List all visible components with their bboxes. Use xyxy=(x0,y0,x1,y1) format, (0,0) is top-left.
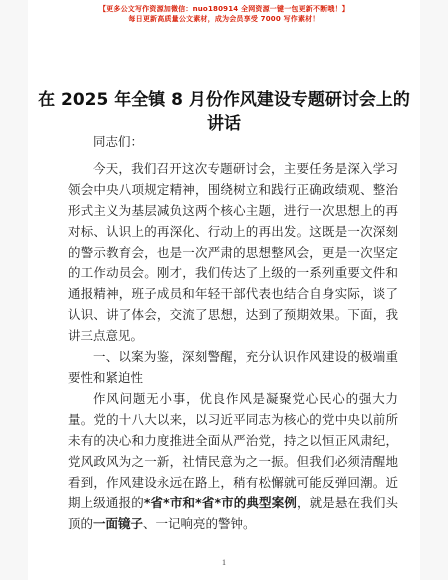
bold-mirror-phrase: 一面镜子 xyxy=(93,516,144,532)
paragraph-text: 、一记响亮的警钟。 xyxy=(143,516,256,532)
document-page xyxy=(28,0,420,580)
bold-case-reference: *省*市和*省*市的典型案例 xyxy=(143,495,297,511)
banner-line-2: 每日更新高质量公文素材，成为会员享受 7000 写作素材！ xyxy=(128,15,320,23)
paragraph-text: ，就是悬在我们头顶的 xyxy=(68,495,398,532)
document-body xyxy=(68,132,398,535)
page-number: 1 xyxy=(222,558,226,567)
paragraph-text: 作风问题无小事，优良作风是凝聚党心民心的强大力量。党的十八大以来，以习近平同志为核心的党中央以前所未有的决心和力度推进全面从严治党，持之以恒正风肃纪，党风政风为之一新，社情民意为之一振。但我们必须清醒地看到，作风建设永远在路上，稍有松懈就可能反弹回潮。近期上级通报的 xyxy=(68,390,398,511)
section-heading-1: 一、以案为鉴，深刻警醒，充分认识作风建设的极端重要性和紧迫性 xyxy=(68,349,398,385)
document-title: 在 2025 年全镇 8 月份作风建设专题研讨会上的讲话 xyxy=(38,90,410,134)
banner-line-1: 【更多公文写作资源加微信：nuo180914 全网资源一键一包更新不断哦！】 xyxy=(98,5,350,13)
paragraph-intro: 今天，我们召开这次专题研讨会，主要任务是深入学习领会中央八项规定精神，围绕树立和践行正确政绩观、整治形式主义为基层减负这两个核心主题，进行一次思想上的再对标、认识上的再深化、行动上的再出发。这既是一次深刻的警示教育会，也是一次严肃的思想整风会，更是一次坚定的工作动员会。刚才，我们传达了上级的一系列重要文件和通报精神，班子成员和年轻干部代表也结合自身实际，谈了认识、讲了体会，交流了思想，达到了预期效果。下面，我讲三点意见。 xyxy=(68,160,398,344)
salutation: 同志们： xyxy=(93,134,144,149)
paragraph-section-1 xyxy=(68,389,398,535)
promo-banner xyxy=(28,4,420,24)
